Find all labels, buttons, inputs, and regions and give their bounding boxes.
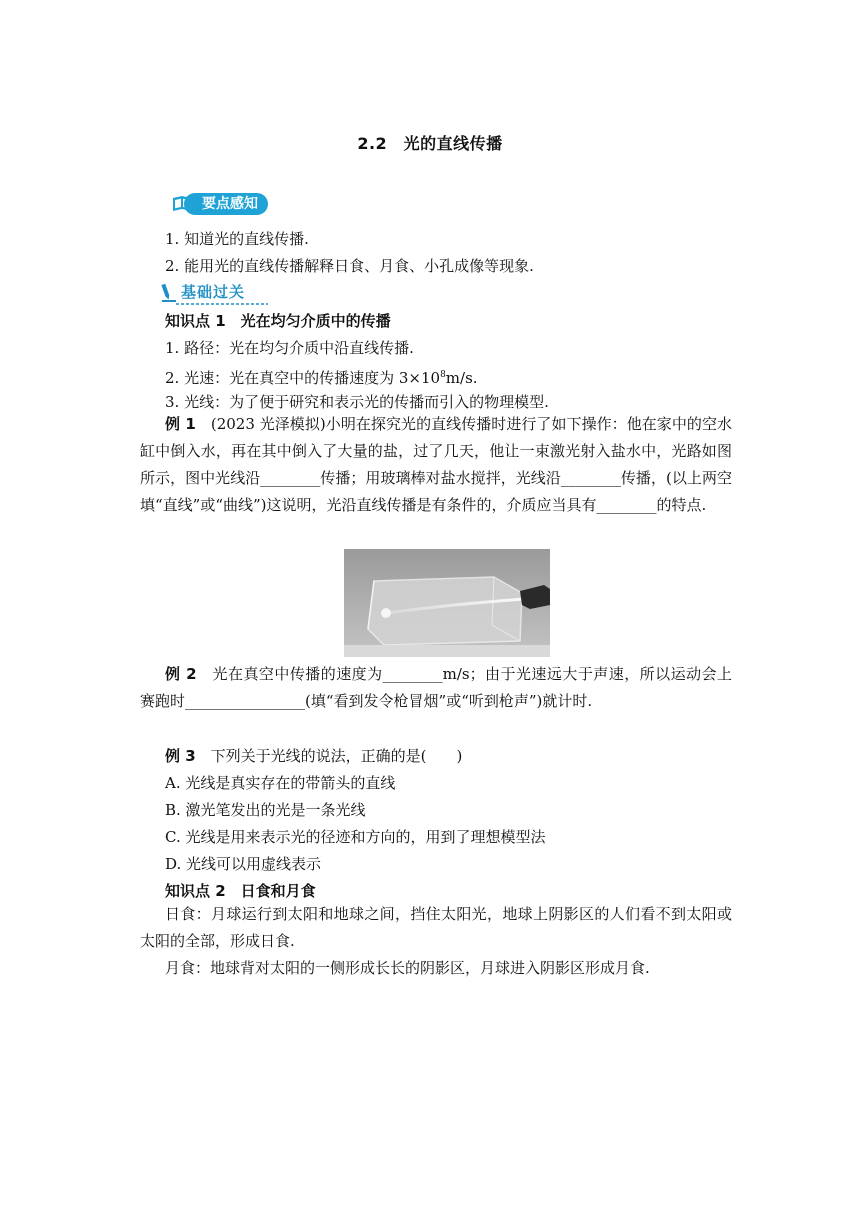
kp1-heading: 知识点 1 光在均匀介质中的传播	[165, 312, 391, 330]
key-points-badge	[170, 192, 268, 216]
basics-label: 基础过关	[181, 283, 246, 301]
example-2-label: 例 2	[165, 665, 197, 683]
example-3-label: 例 3	[165, 747, 196, 765]
example-3-option-a: A. 光线是真实存在的带箭头的直线	[165, 774, 396, 792]
pencil-icon	[160, 282, 178, 302]
kp2-solar	[140, 901, 732, 955]
kp2-lunar	[140, 955, 732, 982]
kp2-solar-text: 日食：月球运行到太阳和地球之间，挡住太阳光，地球上阴影区的人们看不到太阳或太阳的全部，形成日食.	[140, 905, 732, 950]
key-point-1: 1. 知道光的直线传播.	[165, 230, 309, 248]
example-1-text: (2023 光泽模拟)小明在探究光的直线传播时进行了如下操作：他在家中的空水缸中倒入水，再在其中倒入了大量的盐，过了几天，他让一束激光射入盐水中，光路如图所示，图中光线沿________传播；用玻璃棒对盐水搅拌，光线沿________传播，(以上两空填“直线”或“曲线”)这说明，光沿直线传播是有条件的，介质应当具有________的特点.	[140, 415, 732, 514]
key-points-label: 要点感知	[184, 193, 268, 215]
example-3	[165, 746, 730, 766]
kp2-heading: 知识点 2 日食和月食	[165, 882, 316, 900]
kp1-item-3: 3. 光线：为了便于研究和表示光的传播而引入的物理模型.	[165, 393, 549, 411]
kp1-speed-suffix: m/s.	[445, 369, 478, 387]
example-3-option-b: B. 激光笔发出的光是一条光线	[165, 801, 366, 819]
basics-badge	[160, 281, 245, 302]
kp1-item-2	[165, 365, 730, 388]
example-3-text: 下列关于光线的说法，正确的是( )	[195, 747, 463, 765]
laser-salt-water-photo	[344, 549, 550, 657]
example-2-text: 光在真空中传播的速度为________m/s；由于光速远大于声速，所以运动会上赛跑时________________(填“看到发令枪冒烟”或“听到枪声”)就计时.	[140, 665, 732, 710]
example-1	[140, 411, 732, 519]
kp1-item-1: 1. 路径：光在均匀介质中沿直线传播.	[165, 339, 414, 357]
kp1-speed-prefix: 2. 光速：光在真空中的传播速度为 3×10	[165, 369, 441, 387]
kp2-lunar-text: 月食：地球背对太阳的一侧形成长长的阴影区，月球进入阴影区形成月食.	[165, 959, 650, 977]
example-3-option-d: D. 光线可以用虚线表示	[165, 855, 322, 873]
kp1-speed-exp: 8	[440, 370, 446, 380]
basics-underline	[176, 302, 268, 306]
key-point-2: 2. 能用光的直线传播解释日食、月食、小孔成像等现象.	[165, 257, 534, 275]
example-3-option-c: C. 光线是用来表示光的径迹和方向的，用到了理想模型法	[165, 828, 546, 846]
page-title: 2.2 光的直线传播	[357, 134, 503, 153]
example-1-label: 例 1	[165, 415, 196, 433]
example-2	[140, 661, 732, 715]
